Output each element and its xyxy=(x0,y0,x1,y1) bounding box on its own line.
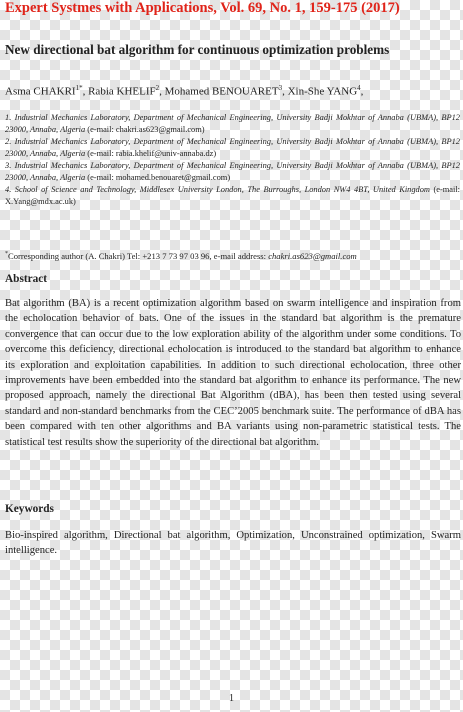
affiliation-address: 1. Industrial Mechanics Laboratory, Department of Mechanical Engineering, University Badji Mokhtar of Annaba (UBMA), BP12 23000, Annaba, Algeria xyxy=(5,113,460,134)
keywords-text: Bio-inspired algorithm, Directional bat algorithm, Optimization, Unconstrained optimization, Swarm intelligence. xyxy=(5,530,461,557)
journal-citation: Expert Systmes with Applications, Vol. 69, No. 1, 159-175 (2017) xyxy=(5,0,400,16)
paper-title: New directional bat algorithm for continuous optimization problems xyxy=(5,42,390,57)
affiliation-address: 3. Industrial Mechanics Laboratory, Department of Mechanical Engineering, University Badji Mokhtar of Annaba (UBMA), BP12 23000, Annaba, Algeria xyxy=(5,161,460,182)
affiliation-address: 4. School of Science and Technology, Middlesex University London, The Burroughs, London NW4 4BT, United Kingdom xyxy=(5,185,430,194)
affiliation-email: (e-mail: chakri.as623@gmail.com) xyxy=(85,125,205,134)
affiliation-email: (e-mail: rabia.khelif@univ-annaba.dz) xyxy=(85,149,217,158)
affiliation-email: (e-mail: mohamed.benouaret@gmail.com) xyxy=(85,173,231,182)
author-marker: 3 xyxy=(278,84,283,92)
affiliation-address: 2. Industrial Mechanics Laboratory, Department of Mechanical Engineering, University Badji Mokhtar of Annaba (UBMA), BP12 23000, Annaba, Algeria xyxy=(5,137,460,158)
author-marker: 4 xyxy=(357,84,361,92)
author-name: , Xin-She YANG xyxy=(282,85,358,98)
author-list xyxy=(5,84,460,98)
author-marker: 1* xyxy=(75,84,83,92)
affiliation-1 xyxy=(5,112,460,136)
abstract-heading: Abstract xyxy=(5,273,48,285)
author-name: , Rabia KHELIF xyxy=(82,85,156,98)
author-marker: 2 xyxy=(155,84,160,92)
affiliation-3 xyxy=(5,160,460,184)
corresponding-author xyxy=(5,251,460,261)
corresponding-text: Corresponding author (A. Chakri) Tel: +213 7 73 97 03 96, e-mail address: xyxy=(8,251,269,261)
author-name: Asma CHAKRI xyxy=(5,85,76,98)
affiliation-4 xyxy=(5,184,460,208)
keywords-heading: Keywords xyxy=(5,503,54,515)
author-name: , Mohamed BENOUARET xyxy=(159,85,279,98)
page-number: 1 xyxy=(229,693,234,704)
abstract-text: Bat algorithm (BA) is a recent optimization algorithm based on swarm intelligence and inspiration from the echolocation behavior of bats. One of the issues in the standard bat algorithm is the premature convergence that can occur due to the low exploration ability of the algorithm under some conditions. To overcome this deficiency, directional echolocation is introduced to the standard bat algorithm to enhance its exploration and exploitation capabilities. In addition to such directional echolocation, three other improvements have been embedded into the standard bat algorithm to enhance its performance. The new proposed approach, namely the directional Bat Algorithm (dBA), has been then tested using several standard and non-standard benchmarks from the CEC’2005 benchmark suite. The performance of dBA has been compared with ten other algorithms and BA variants using non-parametric statistical tests. The statistical test results show the superiority of the directional bat algorithm. xyxy=(5,298,461,448)
corresponding-marker: * xyxy=(5,251,8,258)
affiliation-email: (e-mail: X.Yang@mdx.ac.uk) xyxy=(5,185,460,206)
author-separator: , xyxy=(360,85,364,98)
affiliation-2 xyxy=(5,136,460,160)
corresponding-email: chakri.as623@gmail.com xyxy=(268,251,357,261)
